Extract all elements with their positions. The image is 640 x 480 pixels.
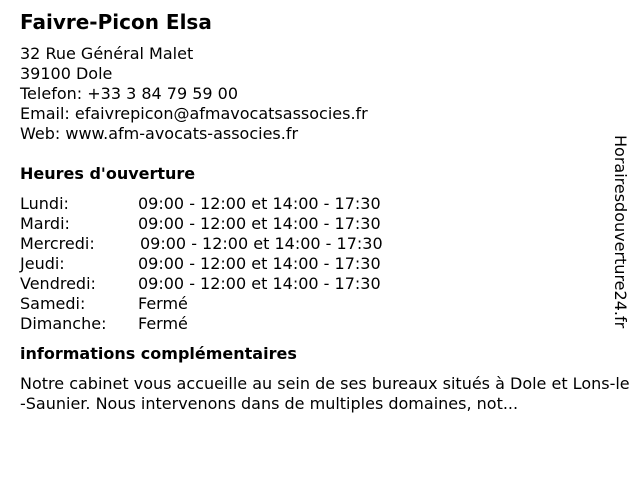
hours-day: Jeudi: [20,254,65,273]
hours-row-friday [20,274,620,294]
hours-row-thursday [20,254,620,274]
hours-day: Samedi: [20,294,86,313]
hours-row-monday [20,194,620,214]
hours-row-tuesday [20,214,620,234]
hours-time: 09:00 - 12:00 et 14:00 - 17:30 [138,274,381,293]
hours-day: Vendredi: [20,274,96,293]
hours-day: Mercredi: [20,234,95,253]
email-line[interactable]: Email: efaivrepicon@afmavocatsassocies.fr [20,104,368,123]
business-description: Notre cabinet vous accueille au sein de ses bureaux situés à Dole et Lons-le-Saunier. Nous intervenons dans de multiples domaines, not... [20,374,630,413]
opening-hours-heading: Heures d'ouverture [20,164,196,183]
site-brand-label: Horairesdouverture24.fr [611,135,630,329]
hours-time: 09:00 - 12:00 et 14:00 - 17:30 [138,254,381,273]
hours-time: 09:00 - 12:00 et 14:00 - 17:30 [140,234,383,253]
hours-time: Fermé [138,314,188,333]
hours-row-wednesday [20,234,620,254]
website-line[interactable]: Web: www.afm-avocats-associes.fr [20,124,299,143]
phone-line[interactable]: Telefon: +33 3 84 79 59 00 [20,84,239,103]
hours-time: Fermé [138,294,188,313]
hours-row-saturday [20,294,620,314]
opening-hours-table [20,194,620,334]
address-city: 39100 Dole [20,64,113,83]
hours-day: Mardi: [20,214,70,233]
address-street: 32 Rue Général Malet [20,44,194,63]
hours-time: 09:00 - 12:00 et 14:00 - 17:30 [138,194,381,213]
hours-row-sunday [20,314,620,334]
hours-time: 09:00 - 12:00 et 14:00 - 17:30 [138,214,381,233]
hours-day: Dimanche: [20,314,107,333]
hours-day: Lundi: [20,194,69,213]
business-name: Faivre-Picon Elsa [20,10,212,34]
additional-info-heading: informations complémentaires [20,344,297,363]
